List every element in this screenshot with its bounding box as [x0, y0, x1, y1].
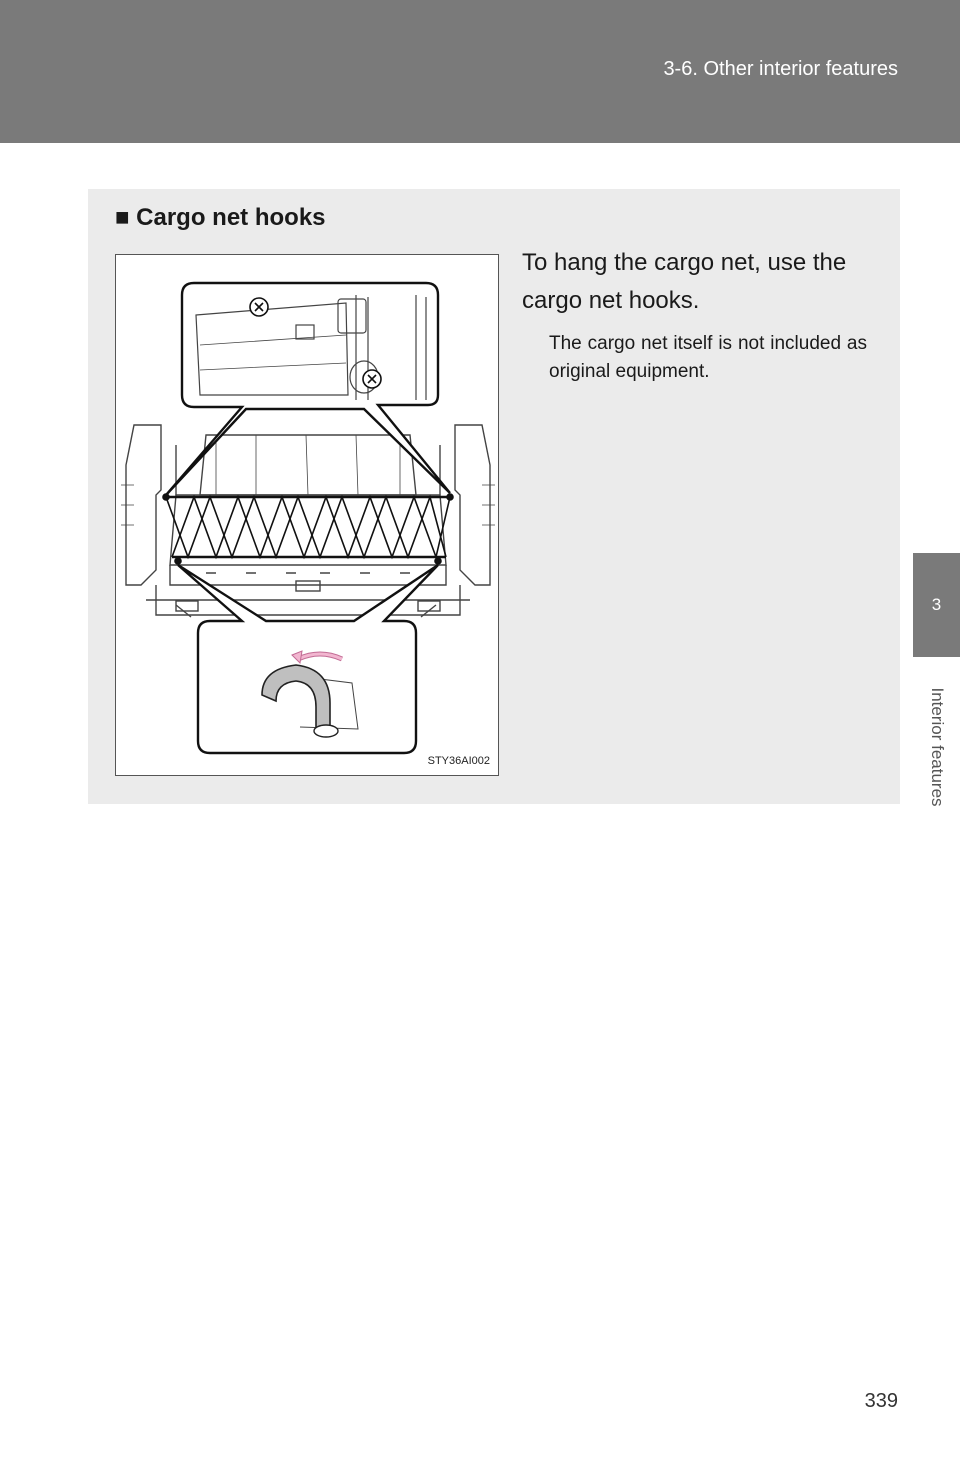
section-heading: ■ Cargo net hooks [115, 204, 326, 231]
section-title: 3-6. Other interior features [663, 58, 898, 80]
page-header [0, 0, 960, 143]
note-text: The cargo net itself is not included as original equipment. [549, 333, 867, 382]
instruction-text: To hang the cargo net, use the cargo net hooks. [522, 249, 847, 314]
hook-icon-top-left [250, 298, 268, 316]
page-number: 339 [864, 1390, 898, 1412]
chapter-tab-number: 3 [913, 553, 960, 657]
cargo-net-illustration [115, 254, 499, 776]
cargo-net-drawing [116, 255, 500, 777]
chapter-tab-label [913, 657, 960, 837]
figure-code: STY36AI002 [427, 755, 490, 767]
cargo-net [163, 494, 453, 564]
chapter-label-text: Interior features [927, 687, 947, 807]
hook-icon-top-right [363, 370, 381, 388]
